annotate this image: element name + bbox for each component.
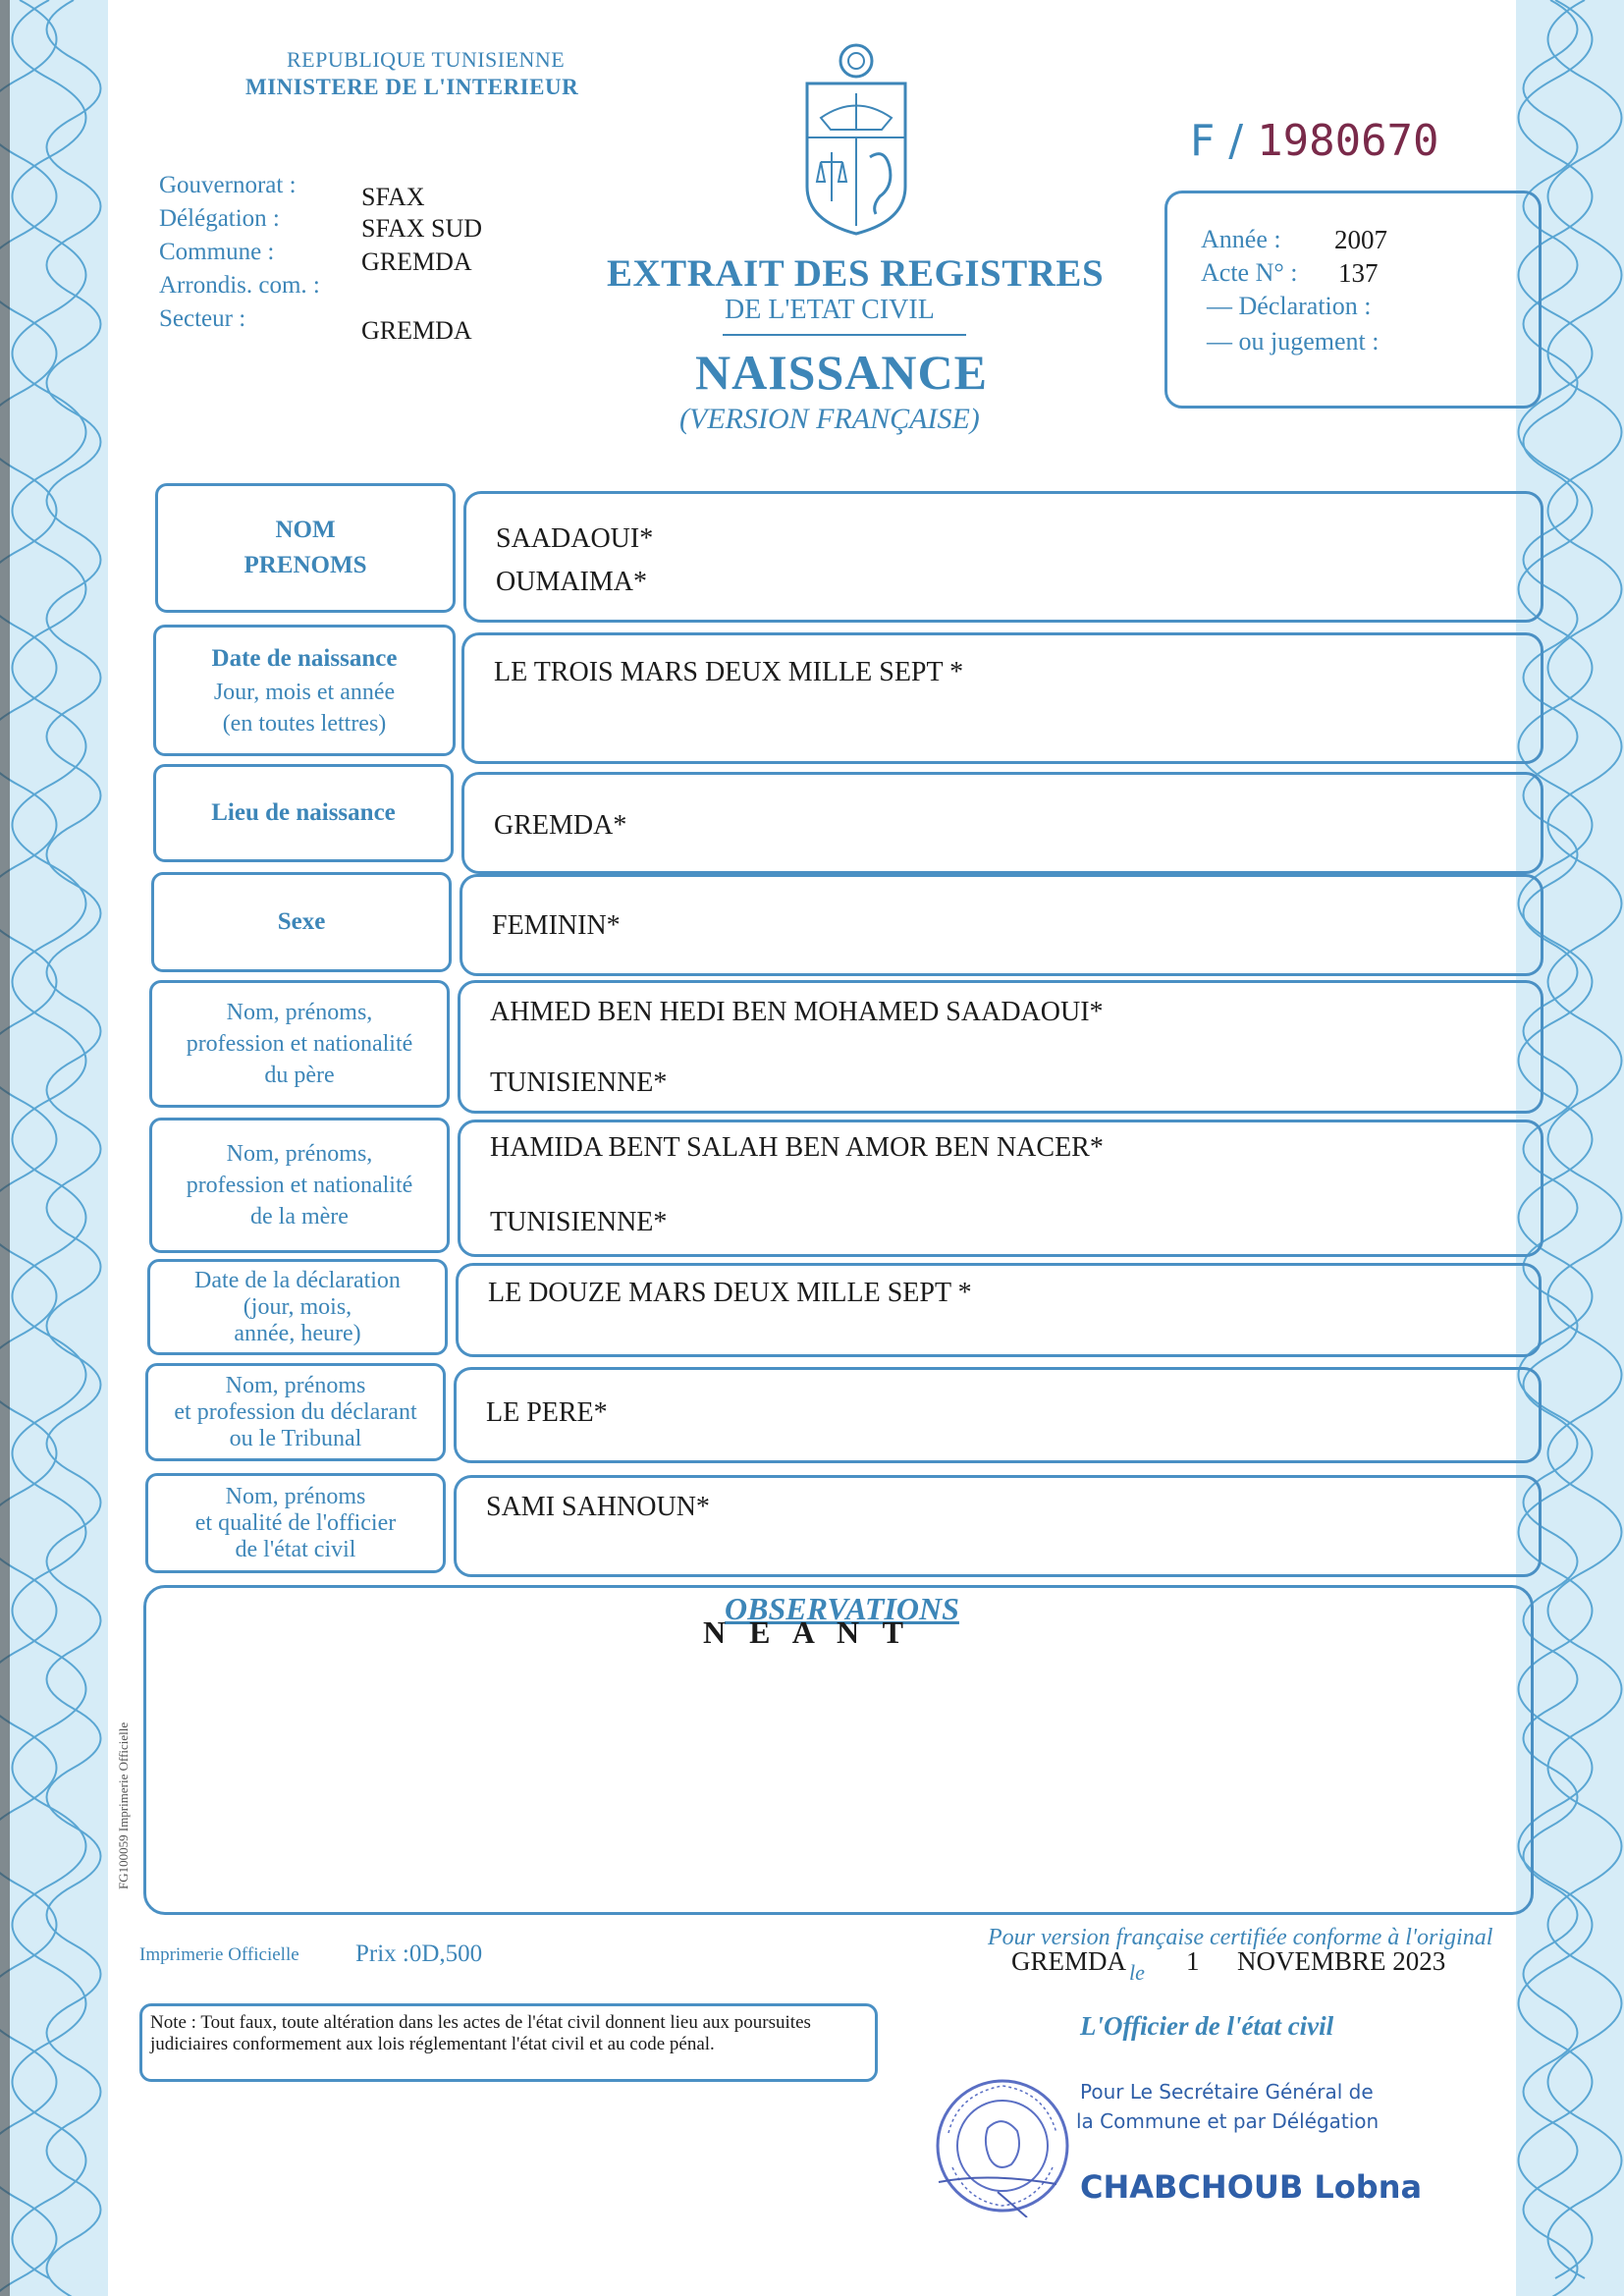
title-extrait: EXTRAIT DES REGISTRES	[607, 252, 1105, 295]
row-value-declaration	[456, 1263, 1542, 1357]
label-arrondis: Arrondis. com. :	[159, 272, 320, 299]
row-label-line: et qualité de l'officier	[194, 1509, 397, 1536]
annee-value: 2007	[1334, 225, 1387, 254]
row-label-line: (en toutes lettres)	[222, 711, 387, 737]
acte-label: Acte N° :	[1201, 258, 1298, 287]
row-value-date-naissance	[461, 632, 1543, 764]
row-value-pere	[458, 980, 1543, 1114]
row-label-officier	[145, 1473, 446, 1573]
guilloche-border-left	[0, 0, 108, 2296]
title-etat-civil: DE L'ETAT CIVIL	[725, 295, 935, 325]
row-label-line: Nom, prénoms,	[226, 1000, 373, 1025]
acte-box	[1164, 191, 1542, 409]
ministry-label: MINISTERE DE L'INTERIEUR	[245, 75, 579, 99]
signature-name: CHABCHOUB Lobna	[1080, 2168, 1423, 2206]
row-label-line: de la mère	[250, 1204, 349, 1230]
jugement-label: — ou jugement :	[1207, 327, 1380, 355]
title-version: (VERSION FRANÇAISE)	[679, 403, 980, 435]
certified-label: Pour version française certifiée conforme à l'original	[988, 1925, 1493, 1950]
value-commune: GREMDA	[361, 247, 472, 276]
title-divider	[723, 334, 966, 336]
value-sexe: FEMININ*	[492, 910, 621, 941]
row-label-date-naissance	[153, 625, 456, 756]
label-gouvernorat: Gouvernorat :	[159, 172, 297, 198]
value-officier: SAMI SAHNOUN*	[486, 1492, 710, 1522]
footer-month-year: NOVEMBRE 2023	[1237, 1946, 1446, 1976]
row-value-nom	[463, 491, 1543, 623]
row-label-line: Nom, prénoms	[225, 1483, 366, 1509]
value-gouvernorat: SFAX	[361, 183, 425, 211]
declaration-label: — Déclaration :	[1207, 292, 1372, 320]
value-mere: HAMIDA BENT SALAH BEN AMOR BEN NACER*	[490, 1132, 1104, 1163]
row-value-mere	[458, 1120, 1543, 1257]
row-label-line: et profession du déclarant	[174, 1398, 417, 1425]
printer-label: Imprimerie Officielle	[139, 1944, 299, 1965]
row-label-line: Lieu de naissance	[211, 799, 396, 826]
republic-label: REPUBLIQUE TUNISIENNE	[287, 47, 566, 72]
value-declaration: LE DOUZE MARS DEUX MILLE SEPT *	[488, 1278, 972, 1308]
label-delegation: Délégation :	[159, 205, 280, 232]
serial-prefix: F /	[1190, 116, 1258, 166]
row-label-lieu	[153, 764, 454, 862]
footer-le: le	[1129, 1960, 1145, 1985]
row-value-declarant	[454, 1367, 1542, 1463]
value-pere-nationalite: TUNISIENNE*	[490, 1067, 668, 1098]
row-label-line: NOM	[275, 517, 336, 543]
side-print: FG100059 Imprimerie Officielle	[116, 1722, 131, 1889]
row-label-declarant	[145, 1363, 446, 1461]
serial-number	[1190, 116, 1439, 166]
location-labels	[159, 169, 320, 336]
label-secteur: Secteur :	[159, 305, 246, 332]
value-mere-nationalite: TUNISIENNE*	[490, 1207, 668, 1237]
row-label-line: Nom, prénoms,	[226, 1141, 373, 1167]
value-nom: SAADAOUI*	[496, 523, 654, 554]
row-label-line: de l'état civil	[235, 1536, 356, 1562]
row-label-line: PRENOMS	[244, 552, 367, 578]
value-declarant: LE PERE*	[486, 1397, 608, 1428]
row-label-line: profession et nationalité	[186, 1031, 413, 1057]
row-label-line: (jour, mois,	[243, 1293, 352, 1320]
footer-place: GREMDA	[1011, 1946, 1127, 1976]
title-naissance: NAISSANCE	[695, 345, 988, 400]
row-value-lieu	[461, 772, 1543, 874]
row-label-mere	[149, 1118, 450, 1253]
value-secteur: GREMDA	[361, 316, 472, 345]
acte-value: 137	[1338, 258, 1379, 288]
signature-line-2: la Commune et par Délégation	[1076, 2109, 1380, 2133]
row-label-line: Sexe	[277, 908, 326, 935]
annee-label: Année :	[1201, 225, 1281, 253]
value-lieu: GREMDA*	[494, 810, 627, 841]
value-delegation: SFAX SUD	[361, 214, 483, 243]
row-label-line: année, heure)	[234, 1320, 361, 1346]
value-prenoms: OUMAIMA*	[496, 567, 647, 597]
signature-line-1: Pour Le Secrétaire Général de	[1080, 2080, 1374, 2104]
row-label-sexe	[151, 872, 452, 972]
tunisia-coat-of-arms-icon	[791, 39, 921, 236]
row-label-line: Date de la déclaration	[194, 1267, 401, 1293]
row-label-line: ou le Tribunal	[229, 1425, 362, 1451]
row-value-sexe	[460, 874, 1543, 976]
value-pere: AHMED BEN HEDI BEN MOHAMED SAADAOUI*	[490, 997, 1104, 1027]
row-label-line: Date de naissance	[211, 645, 398, 672]
value-date-naissance: LE TROIS MARS DEUX MILLE SEPT *	[494, 657, 964, 687]
footer-day: 1	[1186, 1946, 1200, 1976]
note-box	[139, 2003, 878, 2082]
row-label-line: profession et nationalité	[186, 1173, 413, 1198]
row-label-line: Nom, prénoms	[225, 1372, 366, 1398]
officer-title: L'Officier de l'état civil	[1080, 2011, 1334, 2041]
price-label: Prix :0D,500	[355, 1941, 483, 1967]
row-label-nom	[155, 483, 456, 613]
official-stamp-icon	[929, 2074, 1076, 2217]
row-label-line: du père	[264, 1063, 335, 1088]
observations-title: OBSERVATIONS	[725, 1591, 959, 1626]
row-label-pere	[149, 980, 450, 1108]
row-label-line: Jour, mois et année	[213, 680, 396, 705]
row-label-declaration	[147, 1259, 448, 1355]
label-commune: Commune :	[159, 239, 275, 265]
observations-value: N E A N T	[703, 1614, 911, 1650]
row-value-officier	[454, 1475, 1542, 1577]
note-text: Note : Tout faux, toute altération dans les actes de l'état civil donnent lieu aux poursuites judiciaires conformement aux lois réglementant l'état civil et au code pénal.	[150, 2012, 811, 2054]
serial-digits: 1980670	[1257, 116, 1439, 166]
